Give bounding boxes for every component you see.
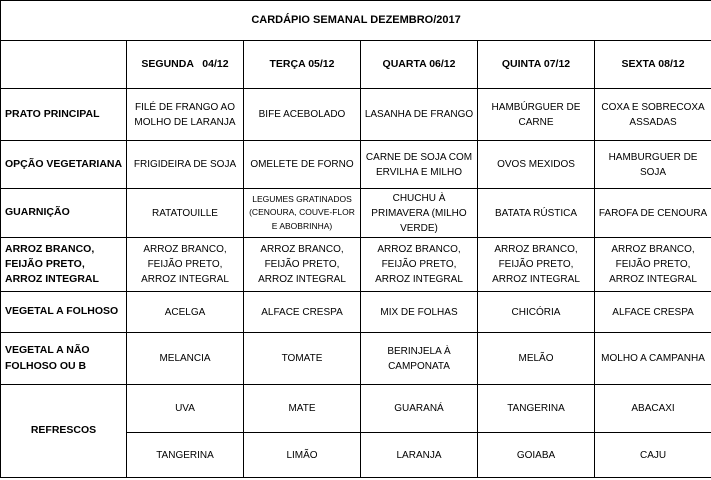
day-header-wednesday: QUARTA 06/12 — [361, 41, 478, 89]
menu-cell: ARROZ BRANCO, FEIJÃO PRETO, ARROZ INTEGRAL — [244, 238, 361, 292]
menu-cell: HAMBÚRGUER DE CARNE — [478, 89, 595, 141]
table-row — [1, 238, 711, 292]
menu-cell: FAROFA DE CENOURA — [595, 189, 711, 238]
menu-cell: LEGUMES GRATINADOS (CENOURA, COUVE-FLOR E ABOBRINHA) — [244, 189, 361, 238]
menu-cell: BERINJELA À CAMPONATA — [361, 333, 478, 385]
menu-cell: UVA — [127, 385, 244, 433]
menu-cell: ALFACE CRESPA — [244, 292, 361, 333]
menu-cell: LIMÃO — [244, 433, 361, 478]
row-label-vegetal-folhoso: VEGETAL A FOLHOSO — [1, 292, 127, 333]
menu-cell: TANGERINA — [127, 433, 244, 478]
row-label-arroz-feijao: ARROZ BRANCO, FEIJÃO PRETO, ARROZ INTEGRAL — [1, 238, 127, 292]
row-label-opcao-vegetariana: OPÇÃO VEGETARIANA — [1, 141, 127, 189]
menu-cell: FILÉ DE FRANGO AO MOLHO DE LARANJA — [127, 89, 244, 141]
menu-cell: ARROZ BRANCO, FEIJÃO PRETO, ARROZ INTEGRAL — [478, 238, 595, 292]
day-header-monday: SEGUNDA 04/12 — [127, 41, 244, 89]
menu-cell: ABACAXI — [595, 385, 711, 433]
menu-cell: MELANCIA — [127, 333, 244, 385]
menu-cell: ALFACE CRESPA — [595, 292, 711, 333]
menu-cell: COXA E SOBRECOXA ASSADAS — [595, 89, 711, 141]
page-title: CARDÁPIO SEMANAL DEZEMBRO/2017 — [1, 1, 711, 41]
menu-cell: MOLHO A CAMPANHA — [595, 333, 711, 385]
row-label-guarnicao: GUARNIÇÃO — [1, 189, 127, 238]
row-label-refrescos: REFRESCOS — [1, 385, 127, 478]
table-row — [1, 141, 711, 189]
menu-cell: HAMBURGUER DE SOJA — [595, 141, 711, 189]
menu-cell: ARROZ BRANCO, FEIJÃO PRETO, ARROZ INTEGRAL — [127, 238, 244, 292]
menu-cell: RATATOUILLE — [127, 189, 244, 238]
table-row — [1, 333, 711, 385]
table-row — [1, 89, 711, 141]
menu-cell: MELÃO — [478, 333, 595, 385]
menu-cell: BATATA RÚSTICA — [478, 189, 595, 238]
corner-cell — [1, 41, 127, 89]
menu-cell: TANGERINA — [478, 385, 595, 433]
menu-cell: CAJU — [595, 433, 711, 478]
day-header-thursday: QUINTA 07/12 — [478, 41, 595, 89]
menu-cell: GOIABA — [478, 433, 595, 478]
menu-cell: MATE — [244, 385, 361, 433]
table-row — [1, 292, 711, 333]
menu-cell: OVOS MEXIDOS — [478, 141, 595, 189]
menu-cell: GUARANÁ — [361, 385, 478, 433]
table-row — [1, 385, 711, 433]
menu-cell: ACELGA — [127, 292, 244, 333]
menu-cell: FRIGIDEIRA DE SOJA — [127, 141, 244, 189]
menu-cell: OMELETE DE FORNO — [244, 141, 361, 189]
menu-cell: CHICÓRIA — [478, 292, 595, 333]
day-header-friday: SEXTA 08/12 — [595, 41, 711, 89]
menu-cell: CARNE DE SOJA COM ERVILHA E MILHO — [361, 141, 478, 189]
row-label-vegetal-nao-folhoso: VEGETAL A NÃO FOLHOSO OU B — [1, 333, 127, 385]
menu-cell: CHUCHU À PRIMAVERA (MILHO VERDE) — [361, 189, 478, 238]
menu-cell: ARROZ BRANCO, FEIJÃO PRETO, ARROZ INTEGRAL — [595, 238, 711, 292]
row-label-prato-principal: PRATO PRINCIPAL — [1, 89, 127, 141]
menu-cell: MIX DE FOLHAS — [361, 292, 478, 333]
menu-cell: ARROZ BRANCO, FEIJÃO PRETO, ARROZ INTEGRAL — [361, 238, 478, 292]
table-row — [1, 189, 711, 238]
menu-cell: TOMATE — [244, 333, 361, 385]
menu-cell: BIFE ACEBOLADO — [244, 89, 361, 141]
day-header-tuesday: TERÇA 05/12 — [244, 41, 361, 89]
menu-cell: LASANHA DE FRANGO — [361, 89, 478, 141]
menu-cell: LARANJA — [361, 433, 478, 478]
